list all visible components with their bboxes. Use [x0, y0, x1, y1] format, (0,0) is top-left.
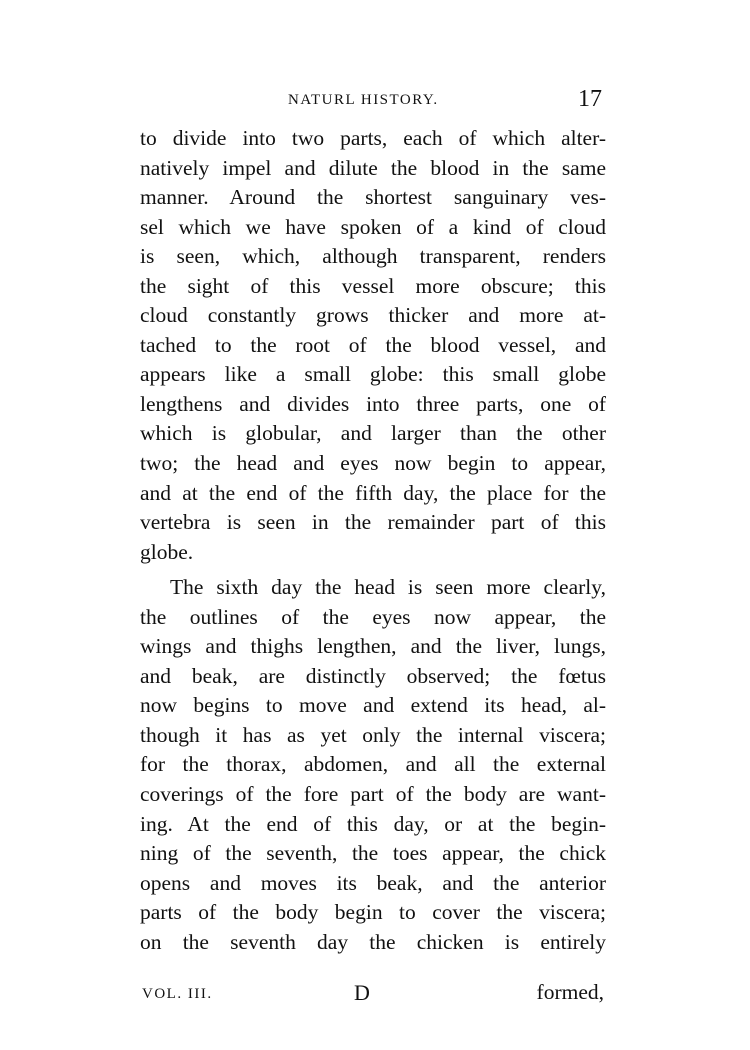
- text-line: opens and moves its beak, and the anterior: [140, 870, 606, 895]
- text-line: now begins to move and extend its head, al-: [140, 693, 606, 718]
- text-line: which is globular, and larger than the other: [140, 421, 606, 446]
- catchword: formed,: [536, 980, 604, 1004]
- text-line: to divide into two parts, each of which alter-: [140, 126, 606, 150]
- text-line: sel which we have spoken of a kind of cloud: [140, 214, 606, 239]
- body-text: [140, 124, 606, 957]
- text-line: The sixth day the head is seen more clearly,: [170, 575, 606, 600]
- text-line: the outlines of the eyes now appear, the: [140, 604, 606, 629]
- text-line: and at the end of the fifth day, the place for the: [140, 480, 606, 505]
- text-line: globe.: [140, 539, 194, 564]
- paragraph-2: [140, 573, 606, 957]
- text-line: coverings of the fore part of the body are want-: [140, 782, 606, 807]
- text-line: manner. Around the shortest sanguinary ves-: [140, 185, 606, 210]
- text-line: two; the head and eyes now begin to appear,: [140, 451, 606, 476]
- text-line: for the thorax, abdomen, and all the external: [140, 752, 606, 777]
- text-line: ing. At the end of this day, or at the begin-: [140, 811, 606, 836]
- signature-mark: D: [354, 980, 370, 1005]
- text-line: and beak, are distinctly observed; the fœtus: [140, 663, 606, 688]
- paragraph-1: [140, 124, 606, 567]
- text-line: is seen, which, although transparent, renders: [140, 244, 606, 269]
- page-number: 17: [578, 86, 602, 112]
- text-line: the sight of this vessel more obscure; this: [140, 273, 606, 298]
- text-line: on the seventh day the chicken is entirely: [140, 929, 606, 954]
- text-line: wings and thighs lengthen, and the liver, lungs,: [140, 634, 606, 659]
- text-line: parts of the body begin to cover the viscera;: [140, 900, 606, 925]
- volume-signature: VOL. III.: [142, 986, 213, 1002]
- text-line: vertebra is seen in the remainder part of this: [140, 510, 606, 535]
- running-head: [140, 86, 610, 116]
- text-line: tached to the root of the blood vessel, and: [140, 332, 606, 357]
- running-title: NATURL HISTORY.: [288, 92, 439, 108]
- text-line: ning of the seventh, the toes appear, the chick: [140, 841, 606, 866]
- text-line: appears like a small globe: this small globe: [140, 362, 606, 387]
- text-line: natively impel and dilute the blood in the same: [140, 155, 606, 180]
- text-line: cloud constantly grows thicker and more at-: [140, 303, 606, 328]
- text-line: though it has as yet only the internal viscera;: [140, 722, 606, 747]
- text-line: lengthens and divides into three parts, one of: [140, 391, 606, 416]
- page-footer: [140, 976, 606, 1006]
